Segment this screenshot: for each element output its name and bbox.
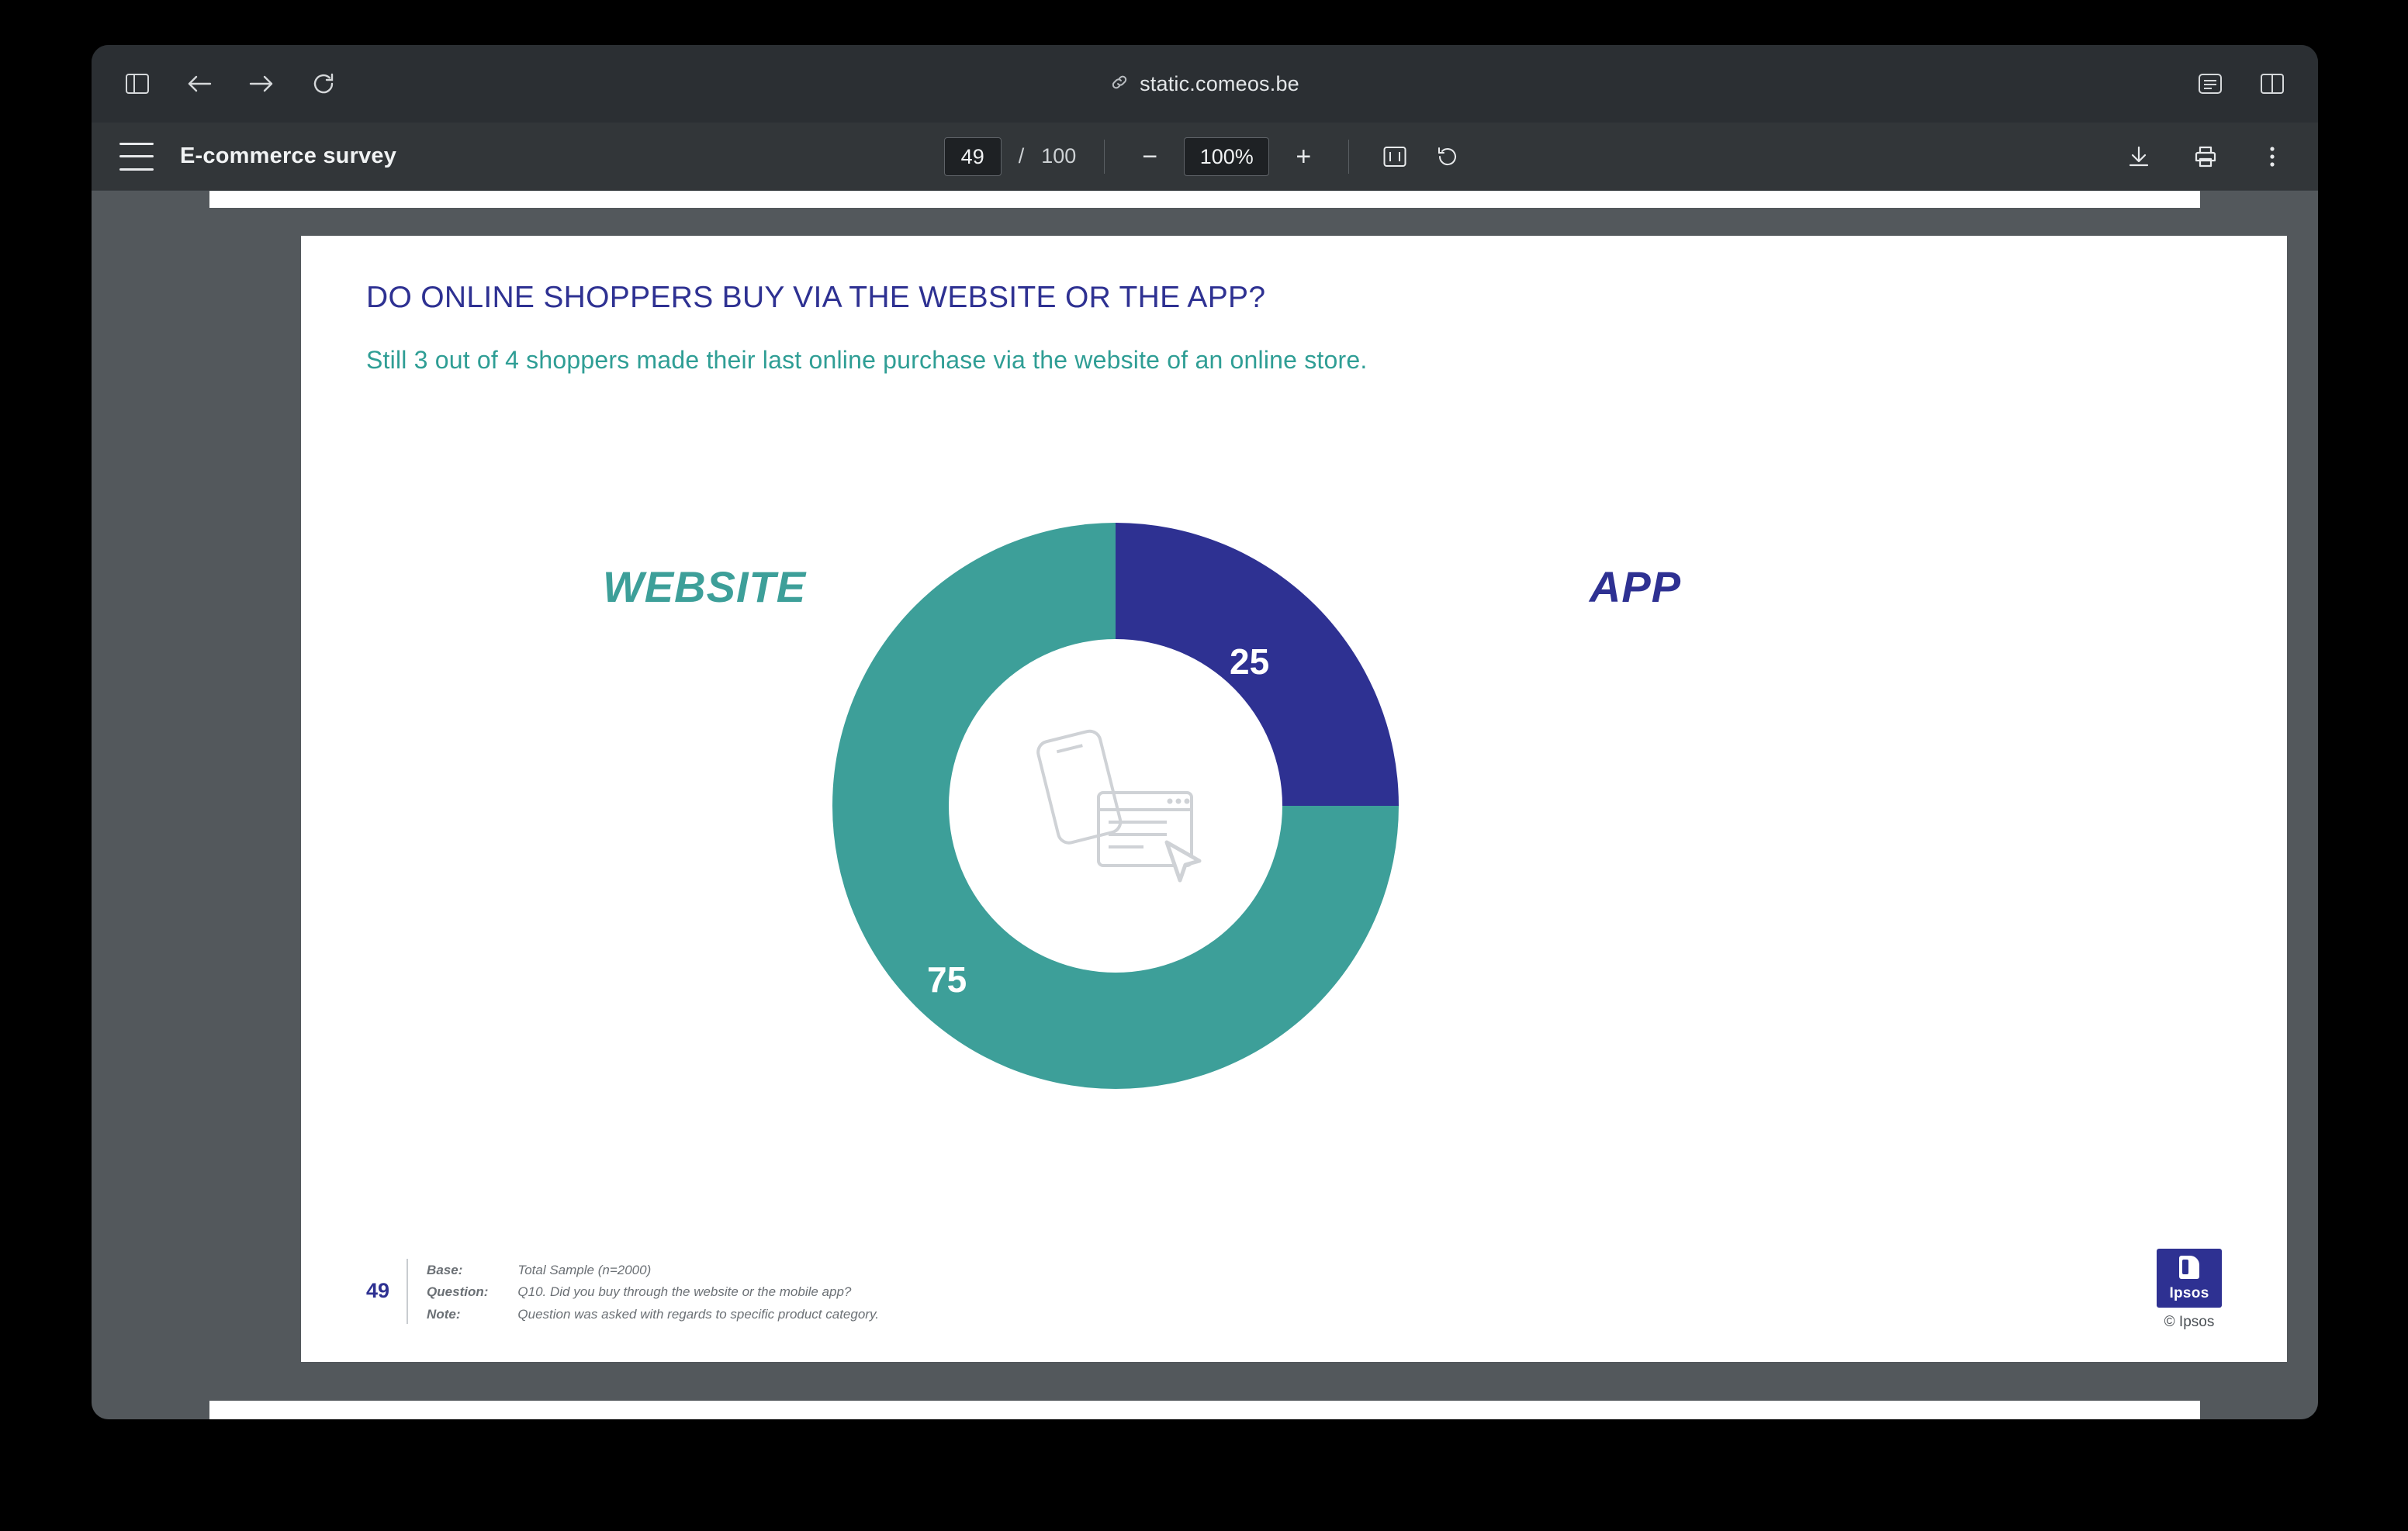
zoom-level-input[interactable]: 100% [1184, 137, 1269, 176]
donut-chart [301, 468, 2287, 1151]
chart-label-website: WEBSITE [602, 562, 807, 611]
reload-icon[interactable] [306, 66, 341, 102]
toolbar-divider [1104, 140, 1105, 174]
footnote-key: Base: [427, 1262, 463, 1277]
ipsos-copyright: © Ipsos [2164, 1314, 2215, 1330]
browser-chrome-bar [92, 45, 2318, 123]
address-bar[interactable] [92, 72, 2318, 96]
footnote-value: Total Sample (n=2000) [517, 1262, 652, 1277]
split-view-icon[interactable] [2254, 66, 2290, 102]
rotate-icon[interactable] [1430, 139, 1465, 175]
pdf-viewer[interactable] [92, 191, 2318, 1419]
footnote-row [427, 1282, 907, 1302]
chart-label-app: APP [1589, 562, 1682, 611]
forward-arrow-icon[interactable] [244, 66, 279, 102]
sidebar-toggle-icon[interactable] [119, 66, 155, 102]
pdf-toolbar [92, 123, 2318, 191]
back-arrow-icon[interactable] [182, 66, 217, 102]
browser-right-controls [2192, 66, 2290, 102]
pdf-page-49 [301, 236, 2287, 1362]
footnote-value: Question was asked with regards to specific product category. [517, 1306, 879, 1322]
next-page-edge [209, 1401, 2200, 1419]
page-number-input[interactable]: 49 [944, 137, 1002, 176]
ipsos-branding [2157, 1249, 2222, 1331]
page-separator: / [1018, 144, 1025, 168]
phone-and-browser-window-icon [1007, 724, 1224, 887]
previous-page-edge [209, 191, 2200, 208]
zoom-in-button[interactable]: + [1296, 141, 1312, 171]
ipsos-mark [2179, 1256, 2199, 1279]
footnote-row [427, 1305, 907, 1325]
pdf-document-title: E-commerce survey [180, 143, 397, 168]
footnote-table [425, 1259, 908, 1326]
ipsos-logo-icon [2157, 1249, 2222, 1308]
donut-graphic [832, 523, 1399, 1089]
chart-value-app: 25 [1230, 641, 1270, 682]
footnote-value: Q10. Did you buy through the website or the mobile app? [517, 1284, 852, 1300]
slide-footer [366, 1259, 908, 1326]
footnote-key: Question: [427, 1284, 489, 1300]
donut-center [949, 639, 1282, 973]
browser-nav-controls [119, 66, 341, 102]
page-subtitle: Still 3 out of 4 shoppers made their last online purchase via the website of an online store. [366, 346, 1368, 374]
chart-value-website: 75 [927, 959, 967, 1000]
footnote-key: Note: [427, 1306, 461, 1322]
pdf-page-and-zoom-controls [92, 137, 2318, 176]
footer-divider [407, 1259, 408, 1324]
footnote-row [427, 1260, 907, 1280]
slide-page-number: 49 [366, 1278, 390, 1302]
ipsos-logo-text: Ipsos [2169, 1285, 2209, 1301]
browser-window [92, 45, 2318, 1419]
url-text: static.comeos.be [1140, 71, 1299, 95]
page-title: DO ONLINE SHOPPERS BUY VIA THE WEBSITE OR THE APP? [366, 281, 1266, 314]
total-pages-label: 100 [1041, 144, 1077, 168]
zoom-out-button[interactable]: − [1142, 141, 1158, 171]
reader-view-icon[interactable] [2192, 66, 2228, 102]
fit-to-page-icon[interactable] [1377, 139, 1413, 175]
toolbar-divider-2 [1348, 140, 1349, 174]
link-icon [1110, 73, 1129, 95]
